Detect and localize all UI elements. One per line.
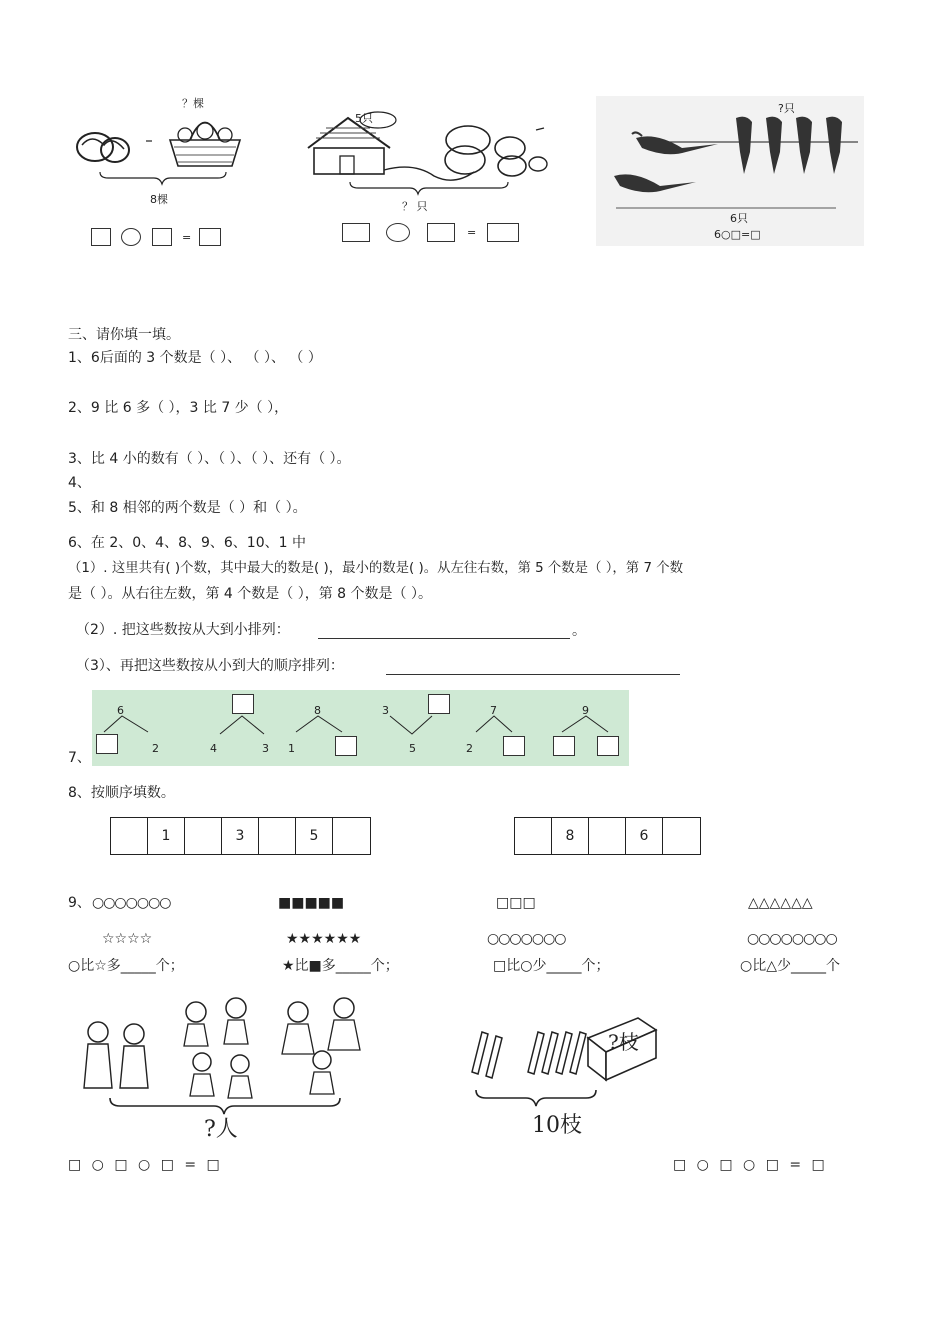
question-2: 2、9 比 6 多（ ），3 比 7 少（ ）， [68,400,289,416]
bond-answer-box[interactable] [553,736,575,756]
question-1: 1、6后面的 3 个数是（ ）、 （ ）、 （ ） [68,350,322,366]
pic1-bottom-label: 8棵 [150,193,168,206]
children-picture [76,990,366,1140]
pic1-top-label: ？棵 [182,97,204,110]
shape-group-circles: ○○○○○○○ [92,895,171,911]
question-6-3: （3）、再把这些数按从小到大的顺序排列： [76,658,344,674]
box-question-label: ?枝 [608,1030,639,1054]
question-3: 3、比 4 小的数有（ ）、（ ）、（ ）、还有（ ）。 [68,451,351,467]
sequence-row-2 [514,817,701,855]
pic2-top-label: 5只 [355,112,373,125]
shape-group-circles-3: ○○○○○○○○ [747,931,837,947]
shape-group-triangles: △△△△△△ [748,895,813,911]
bond-top-number: 7 [490,704,497,717]
equation-right[interactable]: □ ○ □ ○ □ = □ [673,1157,825,1173]
sequence-cell[interactable] [259,818,296,854]
equation-left[interactable]: □ ○ □ ○ □ = □ [68,1157,220,1173]
sequence-cell[interactable] [515,818,552,854]
compare-question-2: ★比■多_____个； [282,958,399,974]
section-heading: 三、请你填一填。 [68,327,180,343]
shape-group-stars: ☆☆☆☆ [102,931,153,947]
compare-question-3: □比○少_____个； [493,958,610,974]
pencils-picture [460,1010,660,1140]
compare-question-1: ○比☆多_____个； [68,958,184,974]
pic2-bottom-label: ？ 只 [402,200,428,213]
sequence-cell[interactable] [185,818,222,854]
answer-box[interactable] [152,228,172,246]
bond-answer-box[interactable] [503,736,525,756]
pic3-equation: 6○□=□ [714,228,761,241]
bond-top-number: 9 [582,704,589,717]
bond-answer-box[interactable] [96,734,118,754]
house-pigs-picture [300,108,555,213]
question-6-2: （2）. 把这些数按从大到小排列： [76,622,290,638]
question-6-1-line-b: 是（ ）。从右往左数，第 4 个数是（ ），第 8 个数是（ ）。 [68,586,432,602]
sequence-cell: 5 [296,818,333,854]
equals-sign: = [182,231,192,244]
equals-sign: = [467,226,477,239]
bond-top-number: 8 [314,704,321,717]
sequence-cell[interactable] [589,818,626,854]
answer-box[interactable] [427,223,455,242]
swallows-picture [596,96,864,246]
answer-box[interactable] [342,223,370,242]
shape-group-black-stars: ★★★★★★ [286,931,362,947]
pic3-bottom-label: 6只 [730,212,748,225]
question-6: 6、在 2、0、4、8、9、6、10、1 中 [68,535,306,551]
bond-answer-box[interactable] [428,694,450,714]
question-9-label: 9、 [68,895,91,911]
question-5: 5、和 8 相邻的两个数是（ ）和（ ）。 [68,500,307,516]
operator-circle[interactable] [121,228,141,246]
pencils-total-label: 10枝 [532,1113,582,1138]
answer-box[interactable] [487,223,519,242]
sequence-cell: 1 [148,818,185,854]
question-7-label: 7、 [68,750,91,766]
bond-left-number: 1 [288,742,295,755]
shape-group-circles-2: ○○○○○○○ [487,931,566,947]
bond-top-number: 3 [382,704,389,717]
people-question-label: ?人 [204,1117,238,1142]
bond-top-number: 6 [117,704,124,717]
question-8: 8、按顺序填数。 [68,785,175,801]
answer-line-ascending[interactable] [386,674,680,675]
bond-answer-box[interactable] [335,736,357,756]
sequence-cell: 3 [222,818,259,854]
bond-left-number: 4 [210,742,217,755]
sequence-cell[interactable] [111,818,148,854]
house-pigs-illustration [300,108,555,213]
sequence-row-1 [110,817,371,855]
answer-box[interactable] [91,228,111,246]
sequence-cell: 8 [552,818,589,854]
bond-left-number: 2 [466,742,473,755]
sequence-cell[interactable] [663,818,700,854]
pic3-top-label: ?只 [778,102,795,115]
bond-answer-box[interactable] [597,736,619,756]
answer-box[interactable] [199,228,221,246]
answer-line-descending[interactable] [318,638,570,639]
bond-right-number: 2 [152,742,159,755]
bond-answer-box[interactable] [232,694,254,714]
sequence-cell[interactable] [333,818,370,854]
bond-right-number: 3 [262,742,269,755]
number-bond-panel [92,690,629,766]
shape-group-black-squares: ■■■■■ [278,895,345,911]
vegetable-picture [70,95,250,215]
operator-circle[interactable] [386,223,410,242]
question-6-2-end: 。 [572,623,586,639]
number-bond-lines [92,690,629,766]
sequence-cell: 6 [626,818,663,854]
bond-bottom-number: 5 [409,742,416,755]
question-6-1-line-a: （1）. 这里共有( )个数，其中最大的数是( )，最小的数是( )。从左往右数，第 5 个数是（ ），第 7 个数 [68,561,684,576]
compare-question-4: ○比△少_____个 [740,958,840,974]
shape-group-squares: □□□ [496,895,536,911]
question-4: 4、 [68,475,91,491]
